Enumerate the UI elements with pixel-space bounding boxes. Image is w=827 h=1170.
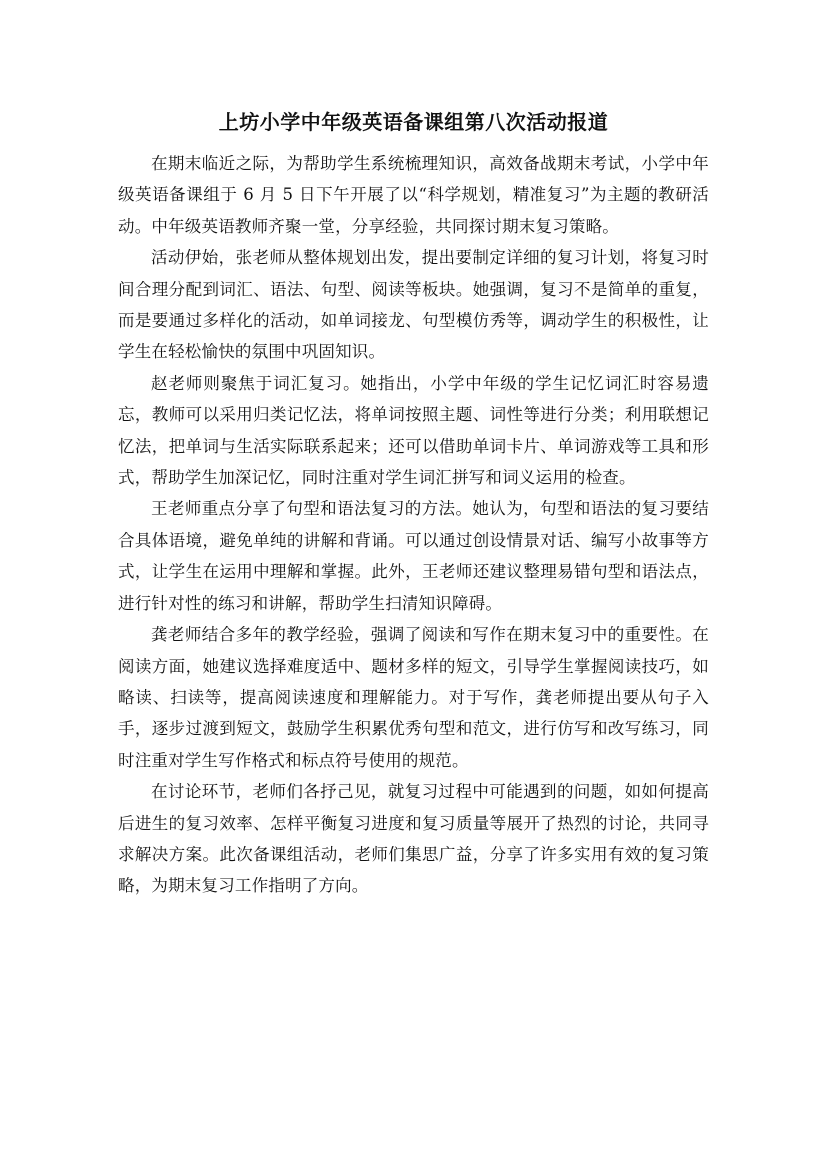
document-title: 上坊小学中年级英语备课组第八次活动报道 — [218, 110, 609, 134]
paragraph-zhang: 活动伊始，张老师从整体规划出发，提出要制定详细的复习计划，将复习时间合理分配到词汇、语法、句型、阅读等板块。她强调，复习不是简单的重复，而是要通过多样化的活动，如单词接龙、句型模仿秀等，调动学生的积极性，让学生在轻松愉快的氛围中巩固知识。 — [118, 248, 709, 362]
paragraph-discussion: 在讨论环节，老师们各抒己见，就复习过程中可能遇到的问题，如如何提高后进生的复习效率、怎样平衡复习进度和复习质量等展开了热烈的讨论，共同寻求解决方案。此次备课组活动，老师们集思广益，分享了许多实用有效的复习策略，为期末复习工作指明了方向。 — [118, 782, 709, 896]
document-body — [118, 148, 709, 902]
paragraph-gong: 龚老师结合多年的教学经验，强调了阅读和写作在期末复习中的重要性。在阅读方面，她建议选择难度适中、题材多样的短文，引导学生掌握阅读技巧，如略读、扫读等，提高阅读速度和理解能力。对于写作，龚老师提出要从句子入手，逐步过渡到短文，鼓励学生积累优秀句型和范文，进行仿写和改写练习，同时注重对学生写作格式和标点符号使用的规范。 — [118, 625, 709, 770]
paragraph-zhao: 赵老师则聚焦于词汇复习。她指出，小学中年级的学生记忆词汇时容易遗忘，教师可以采用归类记忆法，将单词按照主题、词性等进行分类；利用联想记忆法，把单词与生活实际联系起来；还可以借助单词卡片、单词游戏等工具和形式，帮助学生加深记忆，同时注重对学生词汇拼写和词义运用的检查。 — [118, 373, 709, 488]
paragraph-wang: 王老师重点分享了句型和语法复习的方法。她认为，句型和语法的复习要结合具体语境，避免单纯的讲解和背诵。可以通过创设情景对话、编写小故事等方式，让学生在运用中理解和掌握。此外，王老师还建议整理易错句型和语法点，进行针对性的练习和讲解，帮助学生扫清知识障碍。 — [118, 499, 709, 613]
paragraph-intro: 在期末临近之际，为帮助学生系统梳理知识，高效备战期末考试，小学中年级英语备课组于 6 月 5 日下午开展了以“科学规划，精准复习”为主题的教研活动。中年级英语教师齐聚一堂，分享经验，共同探讨期末复习策略。 — [118, 154, 709, 236]
